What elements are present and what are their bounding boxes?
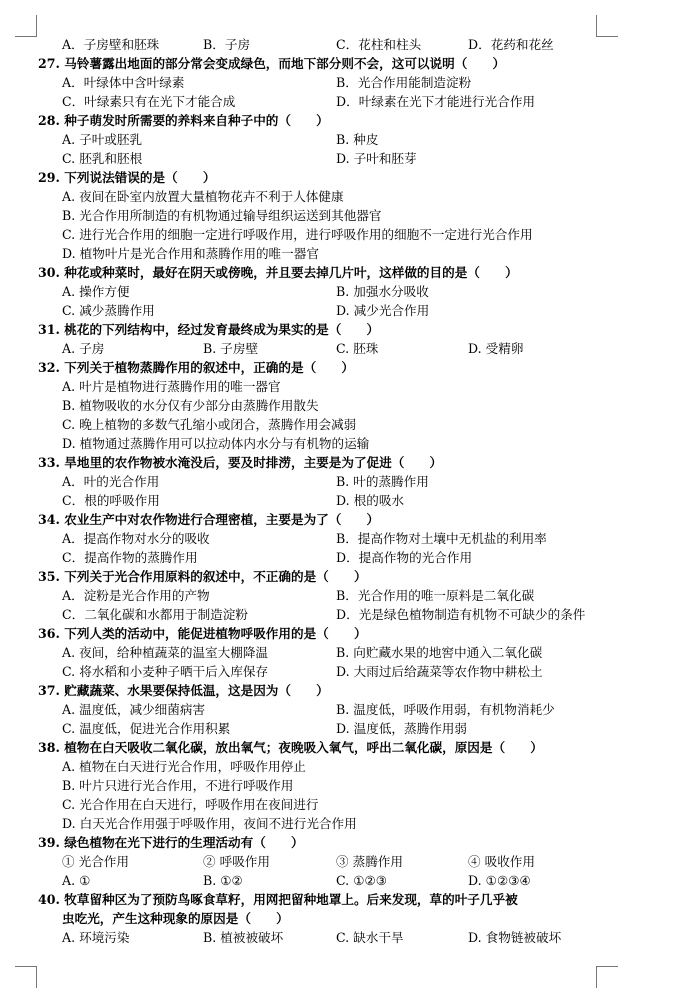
answer-option: C. 缺水干旱: [336, 930, 404, 945]
answer-options-row: [38, 130, 598, 149]
answer-option: C．根的呼吸作用: [62, 493, 160, 508]
answer-option: C．提高作物的蒸腾作用: [62, 550, 198, 565]
crop-mark-bottom-left: [15, 966, 37, 988]
answer-option: A. ①: [62, 873, 91, 888]
answer-option: D. 受精卵: [468, 341, 524, 356]
answer-options-row: [38, 472, 598, 491]
answer-option: C. ①②③: [336, 873, 388, 888]
answer-option: D. 减少光合作用: [336, 303, 430, 318]
answer-option: C．叶绿素只有在光下才能合成: [62, 94, 236, 109]
answer-option: B. 光合作用所制造的有机物通过输导组织运送到其他器官: [62, 208, 382, 223]
question-stem: 27. 马铃薯露出地面的部分常会变成绿色，而地下部分则不会，这可以说明（ ）: [38, 56, 506, 71]
answer-options-row: [38, 301, 598, 320]
answer-option: A. 夜间在卧室内放置大量植物花卉不利于人体健康: [62, 189, 344, 204]
answer-option: B. 植被被破坏: [203, 930, 284, 945]
answer-option: D. 植物通过蒸腾作用可以拉动体内水分与有机物的运输: [62, 436, 370, 451]
question-stem: 37. 贮藏蔬菜、水果要保持低温，这是因为（ ）: [38, 683, 329, 698]
answer-option: D. 子叶和胚芽: [336, 151, 417, 166]
answer-option: D．叶绿素在光下才能进行光合作用: [336, 94, 536, 109]
answer-options-row: [38, 548, 598, 567]
exam-page-content: [38, 35, 598, 947]
crop-mark-top-right: [596, 15, 618, 37]
answer-option: D. ①②③④: [468, 873, 531, 888]
answer-option: B. 叶片只进行光合作用，不进行呼吸作用: [62, 778, 294, 793]
question-stem: 31. 桃花的下列结构中，经过发育最终成为果实的是（ ）: [38, 322, 380, 337]
answer-options-row: [38, 643, 598, 662]
answer-options-row: [38, 282, 598, 301]
question-stem: 30. 种花或种菜时，最好在阴天或傍晚，并且要去掉几片叶，这样做的目的是（ ）: [38, 265, 518, 280]
answer-option: A. 子房: [62, 341, 105, 356]
answer-option: B. 叶的蒸腾作用: [336, 474, 429, 489]
question-stem: 34. 农业生产中对农作物进行合理密植，主要是为了（ ）: [38, 512, 380, 527]
question-stem: 28. 种子萌发时所需要的养料来自种子中的（ ）: [38, 113, 329, 128]
answer-option: D. 根的吸水: [336, 493, 405, 508]
answer-option: A. 叶片是植物进行蒸腾作用的唯一器官: [62, 379, 281, 394]
answer-option: ③ 蒸腾作用: [336, 854, 403, 869]
question-stem: 29. 下列说法错误的是（ ）: [38, 170, 216, 185]
answer-option: B. 向贮藏水果的地窖中通入二氧化碳: [336, 645, 543, 660]
crop-mark-bottom-right: [596, 966, 618, 988]
answer-option: C. 温度低，促进光合作用积累: [62, 721, 231, 736]
answer-option: A. 操作方便: [62, 284, 130, 299]
answer-option: B．子房: [203, 37, 251, 52]
answer-option: C．花柱和柱头: [336, 37, 422, 52]
answer-option: ① 光合作用: [62, 854, 129, 869]
answer-option: A．子房壁和胚珠: [62, 37, 160, 52]
question-stem: 35. 下列关于光合作用原料的叙述中，不正确的是（ ）: [38, 569, 367, 584]
question-stem: 38. 植物在白天吸收二氧化碳，放出氧气；夜晚吸入氧气，呼出二氧化碳，原因是（ ）: [38, 740, 543, 755]
question-stem: 36. 下列人类的活动中，能促进植物呼吸作用的是（ ）: [38, 626, 367, 641]
answer-options-row: [38, 586, 598, 605]
answer-option: A. 环境污染: [62, 930, 130, 945]
answer-option: A. 温度低，减少细菌病害: [62, 702, 206, 717]
answer-option: D．提高作物的光合作用: [336, 550, 473, 565]
answer-option: A．叶的光合作用: [62, 474, 160, 489]
answer-option: C．二氧化碳和水都用于制造淀粉: [62, 607, 248, 622]
answer-option: D. 温度低，蒸腾作用弱: [336, 721, 467, 736]
answer-options-row: [38, 928, 598, 947]
answer-option: D．花药和花丝: [468, 37, 554, 52]
answer-options-row: [38, 149, 598, 168]
answer-option: B．光合作用能制造淀粉: [336, 75, 472, 90]
answer-option: B. 加强水分吸收: [336, 284, 429, 299]
answer-option: D. 植物叶片是光合作用和蒸腾作用的唯一器官: [62, 246, 319, 261]
answer-option: B. 温度低，呼吸作用弱，有机物消耗少: [336, 702, 555, 717]
answer-option: B. 子房壁: [203, 341, 259, 356]
answer-option: B. 种皮: [336, 132, 379, 147]
answer-options-row: [38, 605, 598, 624]
answer-options-row: [38, 662, 598, 681]
answer-option: ④ 吸收作用: [468, 854, 535, 869]
question-stem: 39. 绿色植物在光下进行的生理活动有（ ）: [38, 835, 304, 850]
answer-option: B. 植物吸收的水分仅有少部分由蒸腾作用散失: [62, 398, 319, 413]
answer-option: A．淀粉是光合作用的产物: [62, 588, 210, 603]
answer-option: A. 夜间，给种植蔬菜的温室大棚降温: [62, 645, 269, 660]
answer-options-row: [38, 73, 598, 92]
answer-option: C. 胚乳和胚根: [62, 151, 143, 166]
question-stem: 40. 牧草留种区为了预防鸟啄食草籽，用网把留种地罩上。后来发现，草的叶子几乎被: [38, 892, 518, 907]
answer-option: C. 减少蒸腾作用: [62, 303, 155, 318]
answer-option: D. 食物链被破坏: [468, 930, 562, 945]
answer-option: C. 光合作用在白天进行，呼吸作用在夜间进行: [62, 797, 319, 812]
answer-option: B．提高作物对土壤中无机盐的利用率: [336, 531, 547, 546]
answer-option: D．光是绿色植物制造有机物不可缺少的条件: [336, 607, 586, 622]
answer-options-row: [38, 529, 598, 548]
answer-option: A. 子叶或胚乳: [62, 132, 143, 147]
answer-options-row: [38, 852, 598, 871]
answer-option: A．提高作物对水分的吸收: [62, 531, 210, 546]
answer-options-row: [38, 35, 598, 54]
answer-options-row: [38, 871, 598, 890]
answer-options-row: [38, 719, 598, 738]
answer-options-row: [38, 339, 598, 358]
answer-option: ② 呼吸作用: [203, 854, 270, 869]
answer-option: C. 晚上植物的多数气孔缩小或闭合，蒸腾作用会减弱: [62, 417, 357, 432]
answer-option: D. 大雨过后给蔬菜等农作物中耕松土: [336, 664, 543, 679]
answer-options-row: [38, 491, 598, 510]
question-stem-continued: 虫吃光，产生这种现象的原因是（ ）: [62, 911, 289, 926]
answer-options-row: [38, 92, 598, 111]
answer-option: D. 白天光合作用强于呼吸作用，夜间不进行光合作用: [62, 816, 357, 831]
question-stem: 32. 下列关于植物蒸腾作用的叙述中，正确的是（ ）: [38, 360, 354, 375]
answer-option: B．光合作用的唯一原料是二氧化碳: [336, 588, 535, 603]
answer-options-row: [38, 700, 598, 719]
answer-option: C. 进行光合作用的细胞一定进行呼吸作用，进行呼吸作用的细胞不一定进行光合作用: [62, 227, 533, 242]
answer-option: A. 植物在白天进行光合作用，呼吸作用停止: [62, 759, 306, 774]
question-stem: 33. 旱地里的农作物被水淹没后，要及时排涝，主要是为了促进（ ）: [38, 455, 443, 470]
answer-option: C. 胚珠: [336, 341, 379, 356]
crop-mark-top-left: [15, 15, 37, 37]
answer-option: A．叶绿体中含叶绿素: [62, 75, 185, 90]
answer-option: B. ①②: [203, 873, 243, 888]
answer-option: C. 将水稻和小麦种子晒干后入库保存: [62, 664, 269, 679]
